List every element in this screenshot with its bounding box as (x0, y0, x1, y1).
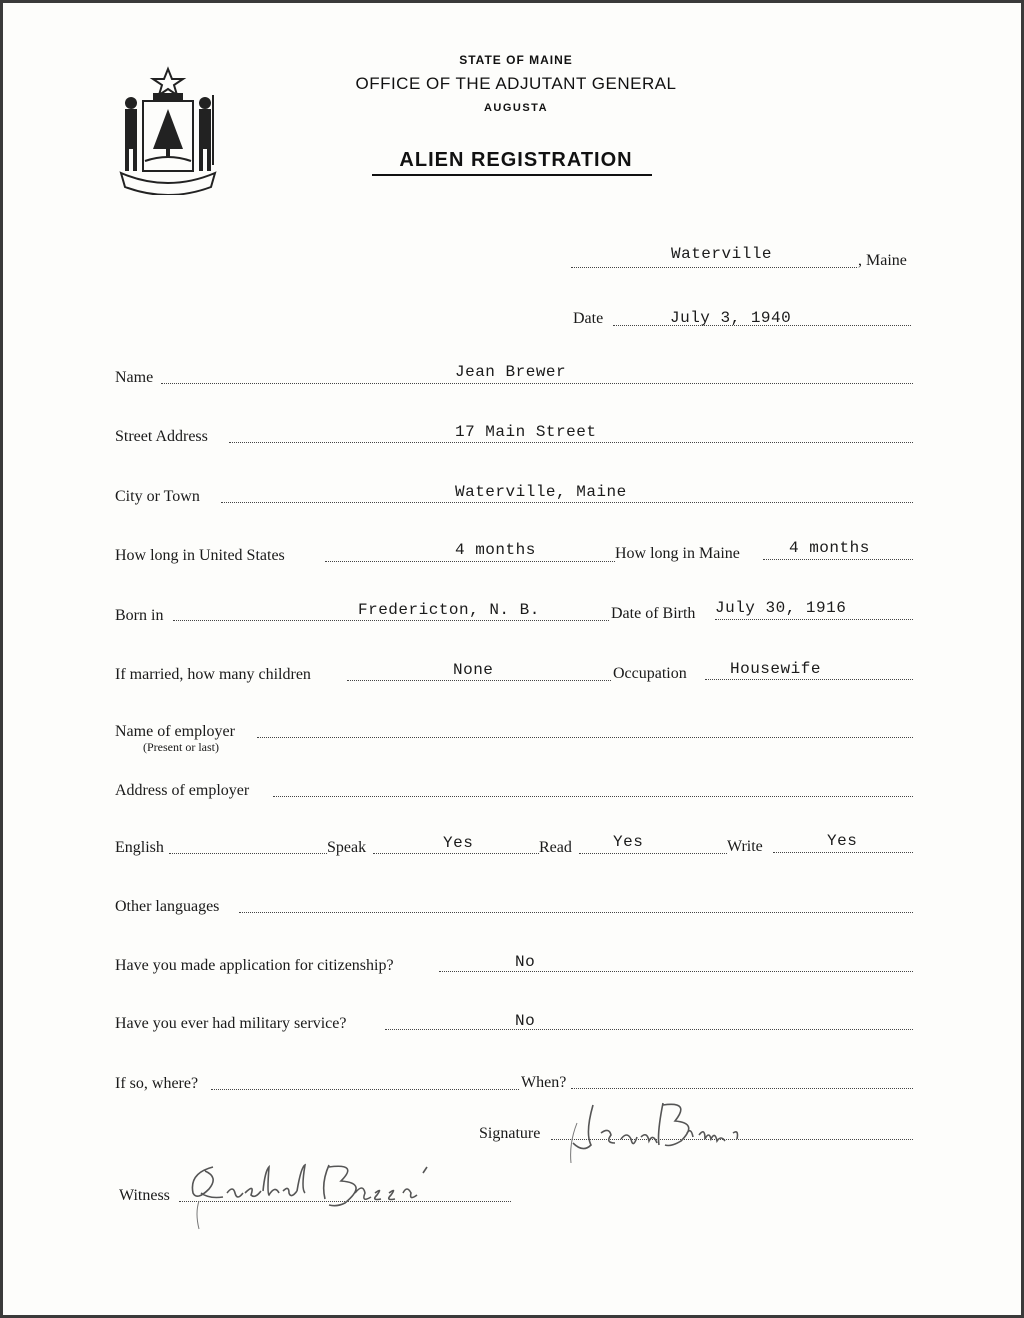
where-label: If so, where? (115, 1075, 199, 1092)
born-in-label: Born in (115, 607, 164, 624)
street-label: Street Address (115, 428, 208, 445)
when-line (571, 1088, 913, 1089)
military-line (385, 1029, 913, 1030)
date-of-birth-label: Date of Birth (611, 605, 696, 622)
occupation-value: Housewife (730, 660, 821, 678)
how-long-maine-line (763, 559, 913, 560)
born-in-value: Fredericton, N. B. (358, 601, 540, 619)
children-value: None (453, 661, 494, 679)
employer-name-line (257, 737, 913, 738)
children-label: If married, how many children (115, 666, 311, 683)
how-long-us-value: 4 months (455, 541, 536, 559)
employer-name-label: Name of employer (115, 723, 235, 740)
occupation-label: Occupation (613, 665, 687, 682)
date-of-birth-value: July 30, 1916 (715, 599, 847, 617)
employer-note: (Present or last) (143, 740, 219, 754)
when-label: When? (521, 1074, 567, 1091)
read-line (579, 853, 727, 854)
english-line (169, 853, 327, 854)
citizenship-value: No (515, 953, 536, 971)
read-value: Yes (613, 833, 644, 851)
citizenship-line (439, 971, 913, 972)
born-in-line (173, 620, 609, 621)
name-line (161, 383, 913, 384)
write-label: Write (727, 838, 763, 855)
signature-label: Signature (479, 1125, 541, 1142)
speak-line (373, 853, 539, 854)
city-heading: AUGUSTA (483, 102, 549, 114)
date-label: Date (573, 310, 604, 327)
where-line (211, 1089, 519, 1090)
speak-value: Yes (443, 834, 474, 852)
other-languages-label: Other languages (115, 898, 220, 915)
how-long-us-line (325, 561, 615, 562)
occupation-line (705, 679, 913, 680)
office-heading: OFFICE OF THE ADJUTANT GENERAL (355, 74, 677, 93)
name-value: Jean Brewer (455, 363, 567, 381)
street-line (229, 442, 913, 443)
english-label: English (115, 839, 164, 856)
title-underline (372, 174, 652, 176)
read-label: Read (539, 839, 572, 856)
children-line (347, 680, 611, 681)
military-label: Have you ever had military service? (115, 1015, 347, 1032)
write-value: Yes (827, 832, 858, 850)
town-value: Waterville (671, 245, 773, 263)
state-heading: STATE OF MAINE (459, 53, 573, 67)
how-long-us-label: How long in United States (115, 547, 285, 564)
military-value: No (515, 1012, 536, 1030)
street-value: 17 Main Street (455, 423, 597, 441)
witness-signature (179, 1153, 469, 1233)
city-label: City or Town (115, 488, 200, 505)
date-value: July 3, 1940 (670, 309, 792, 327)
other-languages-line (239, 912, 913, 913)
write-line (773, 852, 913, 853)
applicant-signature (563, 1093, 763, 1173)
citizenship-label: Have you made application for citizenship? (115, 957, 394, 974)
witness-label: Witness (119, 1187, 170, 1204)
maine-label: , Maine (858, 252, 907, 269)
date-of-birth-line (715, 619, 913, 620)
how-long-maine-label: How long in Maine (615, 545, 740, 562)
city-value: Waterville, Maine (455, 483, 627, 501)
registration-form (3, 3, 1021, 1315)
employer-address-label: Address of employer (115, 782, 250, 799)
form-title: ALIEN REGISTRATION (399, 149, 633, 171)
how-long-maine-value: 4 months (789, 539, 870, 557)
name-label: Name (115, 369, 154, 386)
city-line (221, 502, 913, 503)
town-line (571, 267, 857, 268)
speak-label: Speak (327, 839, 367, 856)
employer-address-line (273, 796, 913, 797)
